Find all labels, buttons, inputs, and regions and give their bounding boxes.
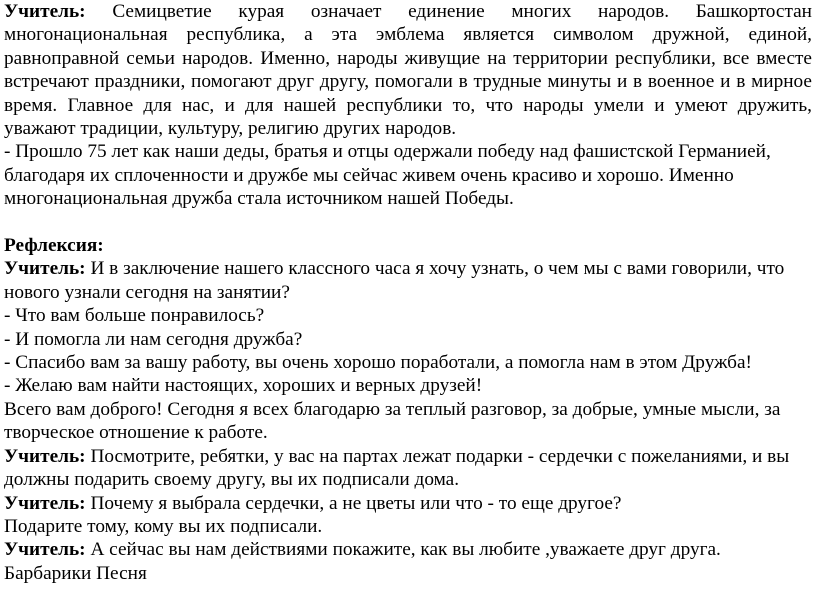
thanks-line: - Спасибо вам за вашу работу, вы очень хорошо поработали, а помогла нам в этом Дружба! bbox=[4, 352, 752, 374]
song-line: Барбарики Песня bbox=[4, 562, 147, 584]
victory-paragraph: - Прошло 75 лет как наши деды, братья и отцы одержали победу над фашистской Германией, благодаря их сплоченности и дружбе мы сейчас живем очень красиво и хорошо. Именно многонациональная дружба стала источником нашей Победы. bbox=[4, 141, 771, 210]
paragraph-text: И в заключение нашего классного часа я хочу узнать, о чем мы с вами говорили, что нового узнали сегодня на занятии? bbox=[4, 258, 785, 303]
gift-instruction: Подарите тому, кому вы их подписали. bbox=[4, 515, 323, 537]
document-page bbox=[4, 0, 812, 585]
reflection-heading: Рефлексия: bbox=[4, 235, 104, 257]
paragraph-text: Почему я выбрала сердечки, а не цветы или что - то еще другое? bbox=[90, 492, 622, 514]
teacher-paragraph-kurai bbox=[4, 0, 812, 140]
question-liked: - Что вам больше понравилось? bbox=[4, 305, 265, 327]
blank-line bbox=[4, 211, 812, 234]
speaker-label: Учитель: bbox=[4, 445, 86, 467]
paragraph-text: А сейчас вы нам действиями покажите, как вы любите ,уважаете друг друга. bbox=[90, 539, 721, 561]
speaker-label: Учитель: bbox=[4, 492, 86, 514]
farewell-paragraph: Всего вам доброго! Сегодня я всех благодарю за теплый разговор, за добрые, умные мысли, за творческое отношение к работе. bbox=[4, 398, 781, 444]
speaker-label: Учитель: bbox=[4, 1, 86, 22]
paragraph-text: Посмотрите, ребятки, у вас на партах лежат подарки - сердечки с пожеланиями, и вы должны подарить своему другу, вы их подписали дома. bbox=[4, 445, 790, 491]
teacher-paragraph-gifts bbox=[4, 445, 812, 492]
teacher-paragraph-conclusion bbox=[4, 257, 812, 304]
speaker-label: Учитель: bbox=[4, 258, 86, 280]
question-friendship-helped: - И помогла ли нам сегодня дружба? bbox=[4, 328, 303, 350]
teacher-paragraph-hearts bbox=[4, 492, 812, 515]
wish-line: - Желаю вам найти настоящих, хороших и верных друзей! bbox=[4, 375, 483, 397]
teacher-paragraph-actions bbox=[4, 538, 812, 561]
speaker-label: Учитель: bbox=[4, 539, 86, 561]
paragraph-text: Семицветие курая означает единение многих народов. Башкортостан многонациональная республика, а эта эмблема является символом дружной, единой, равноправной семьи народов. Именно, народы живущие на территории республики, все вместе встречают праздники, помогают друг другу, помогали в трудные минуты и в военное и в мирное время. Главное для нас, и для нашей республики то, что народы умели и умеют дружить, уважают традиции, культуру, религию других народов. bbox=[4, 1, 812, 140]
